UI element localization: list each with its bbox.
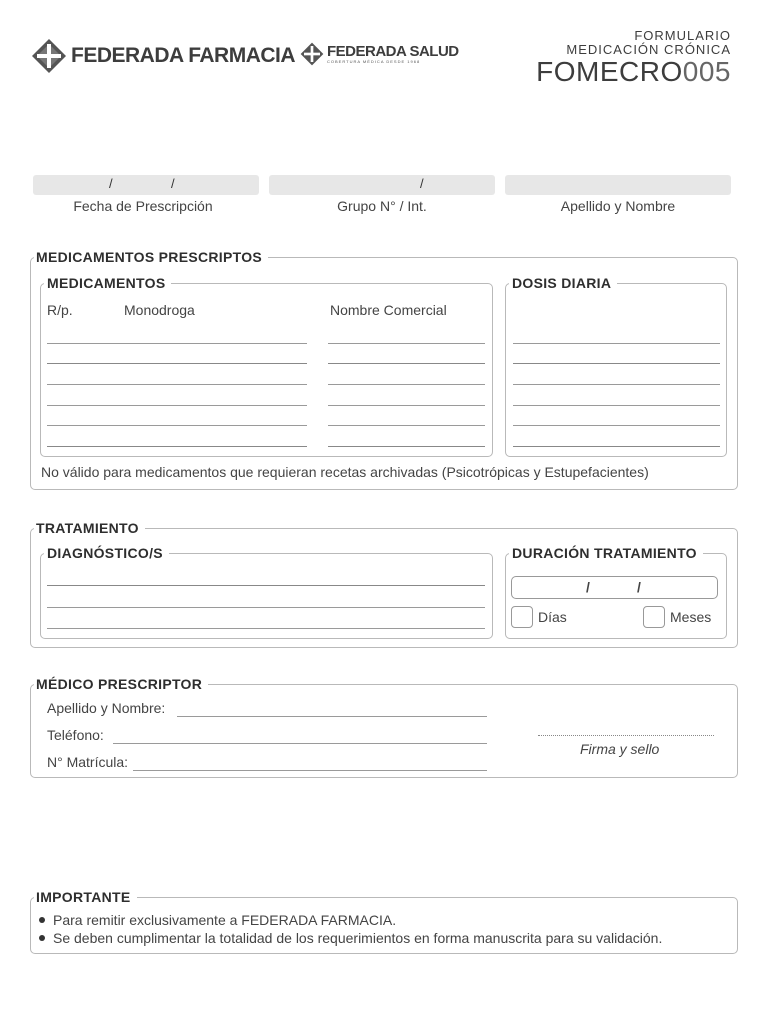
monodroga-line[interactable] [47,384,307,385]
diagnostico-title: DIAGNÓSTICO/S [44,545,169,561]
diagnostico-line[interactable] [47,607,485,608]
monodroga-line[interactable] [47,343,307,344]
list-item: Se deben cumplimentar la totalidad de los requerimientos en forma manuscrita para su validación. [37,929,662,947]
meses-checkbox[interactable] [643,606,665,628]
medicamentos-note: No válido para medicamentos que requieran recetas archivadas (Psicotrópicas y Estupefacientes) [41,464,649,480]
dosis-line[interactable] [513,363,720,364]
nombre-comercial-line[interactable] [328,384,485,385]
dias-checkbox[interactable] [511,606,533,628]
logo-secondary-tagline: COBERTURA MÉDICA DESDE 1968 [327,59,421,64]
tratamiento-title: TRATAMIENTO [34,520,145,536]
form-code: FOMECRO005 [536,56,731,87]
firma-line[interactable] [538,735,714,736]
dosis-line[interactable] [513,343,720,344]
dosis-diaria-box [505,283,727,457]
dosis-line[interactable] [513,405,720,406]
medico-title: MÉDICO PRESCRIPTOR [34,676,208,692]
meses-label: Meses [670,609,712,625]
col-rp: R/p. [47,302,73,318]
monodroga-line[interactable] [47,425,307,426]
medico-telefono-label: Teléfono: [47,727,104,743]
monodroga-line[interactable] [47,363,307,364]
medico-matricula-line[interactable] [133,770,487,771]
form-line1: FORMULARIO [634,28,731,43]
dias-label: Días [538,609,567,625]
form-header [536,29,731,87]
diamond-cross-small-icon [300,42,324,66]
bullet-icon [39,917,45,923]
diagnostico-line[interactable] [47,628,485,629]
grupo-field[interactable]: / [269,175,495,195]
medico-telefono-line[interactable] [113,743,487,744]
federada-farmacia-logo [31,38,295,74]
monodroga-line[interactable] [47,405,307,406]
fecha-label: Fecha de Prescripción [73,198,213,214]
list-item: Para remitir exclusivamente a FEDERADA FARMACIA. [37,911,662,929]
medico-apellido-line[interactable] [177,716,487,717]
importante-list [37,911,662,947]
nombre-comercial-line[interactable] [328,343,485,344]
nombre-comercial-line[interactable] [328,405,485,406]
medico-box [30,684,738,778]
fecha-field[interactable]: / / [33,175,259,195]
bullet-icon [39,935,45,941]
nombre-comercial-line[interactable] [328,446,485,447]
apellido-field[interactable] [505,175,731,195]
dosis-line[interactable] [513,384,720,385]
form-line2: MEDICACIÓN CRÓNICA [566,42,731,57]
medico-matricula-label: N° Matrícula: [47,754,129,770]
firma-label: Firma y sello [580,741,660,757]
medicamentos-title: MEDICAMENTOS [44,275,171,291]
logo-main-text: FEDERADA FARMACIA [71,44,296,67]
medicamentos-prescriptos-title: MEDICAMENTOS PRESCRIPTOS [34,249,268,265]
diagnostico-line[interactable] [47,585,485,586]
apellido-label: Apellido y Nombre [560,198,676,214]
col-monodroga: Monodroga [124,302,195,318]
federada-salud-logo [300,42,459,66]
duracion-date-field[interactable]: / / [511,576,718,599]
nombre-comercial-line[interactable] [328,363,485,364]
grupo-label: Grupo N° / Int. [337,198,427,214]
col-nombre-comercial: Nombre Comercial [330,302,447,318]
logo-secondary-text: FEDERADA SALUD [327,43,459,60]
diamond-cross-icon [31,38,67,74]
monodroga-line[interactable] [47,446,307,447]
nombre-comercial-line[interactable] [328,425,485,426]
dosis-line[interactable] [513,446,720,447]
duracion-title: DURACIÓN TRATAMIENTO [509,545,703,561]
diagnostico-box [40,553,493,639]
dosis-line[interactable] [513,425,720,426]
dosis-diaria-title: DOSIS DIARIA [509,275,617,291]
medico-apellido-label: Apellido y Nombre: [47,700,166,716]
importante-title: IMPORTANTE [34,889,137,905]
